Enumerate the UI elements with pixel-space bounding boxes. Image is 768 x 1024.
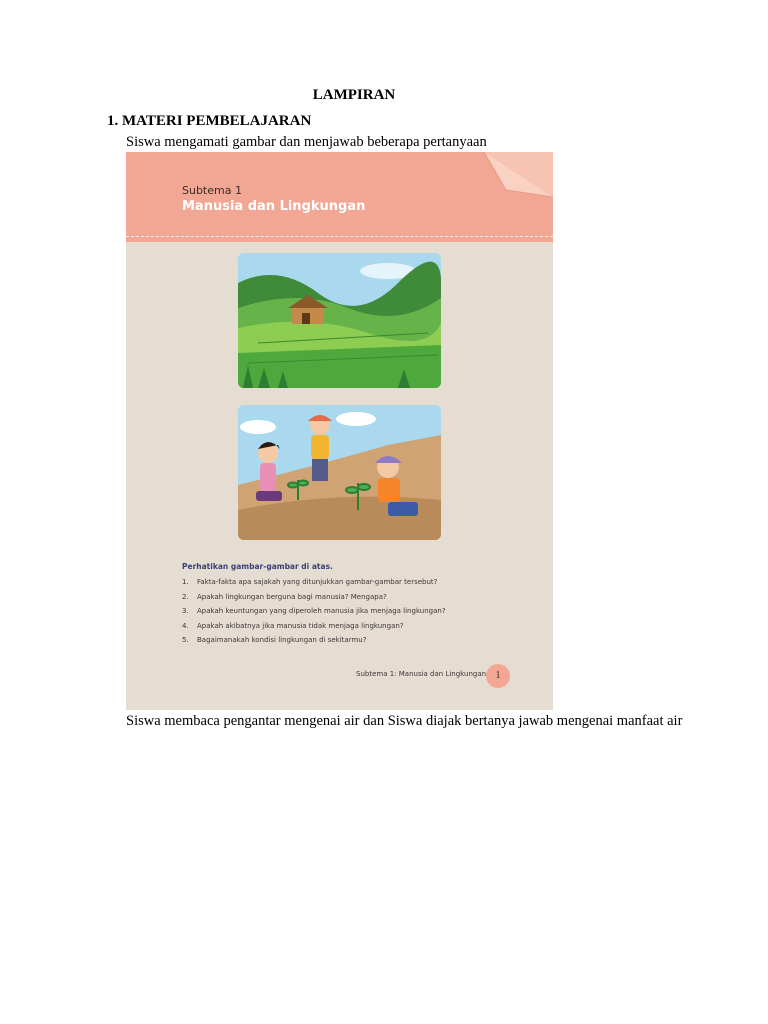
- question-list: [182, 578, 446, 651]
- question-item: 5. Bagaimanakah kondisi lingkungan di sekitarmu?: [182, 636, 367, 644]
- subtema-title: Manusia dan Lingkungan: [182, 199, 366, 214]
- landscape-illustration: [238, 253, 441, 388]
- header-divider: [126, 236, 553, 237]
- page-number-badge: 1: [486, 664, 510, 688]
- question-item: 3. Apakah keuntungan yang diperoleh manusia jika menjaga lingkungan?: [182, 607, 446, 615]
- textbook-page-image: [126, 152, 553, 710]
- subtema-label: Subtema 1: [182, 184, 242, 197]
- section-heading: 1. MATERI PEMBELAJARAN: [107, 113, 312, 129]
- instruction-text: Perhatikan gambar-gambar di atas.: [182, 562, 333, 571]
- question-item: 4. Apakah akibatnya jika manusia tidak menjaga lingkungan?: [182, 621, 404, 630]
- question-item: 2. Apakah lingkungan berguna bagi manusia? Mengapa?: [182, 592, 387, 601]
- document-title: LAMPIRAN: [312, 87, 396, 103]
- children-planting-illustration: [238, 405, 441, 540]
- question-item: 1. Fakta-fakta apa sajakah yang ditunjukkan gambar-gambar tersebut?: [182, 578, 438, 586]
- book-footer-label: Subtema 1: Manusia dan Lingkungan: [356, 670, 487, 678]
- paragraph-observe: Siswa mengamati gambar dan menjawab beberapa pertanyaan: [126, 134, 487, 150]
- paragraph-water: Siswa membaca pengantar mengenai air dan Siswa diajak bertanya jawab mengenai manfaat air: [126, 713, 683, 729]
- page-curl-icon: [484, 152, 553, 197]
